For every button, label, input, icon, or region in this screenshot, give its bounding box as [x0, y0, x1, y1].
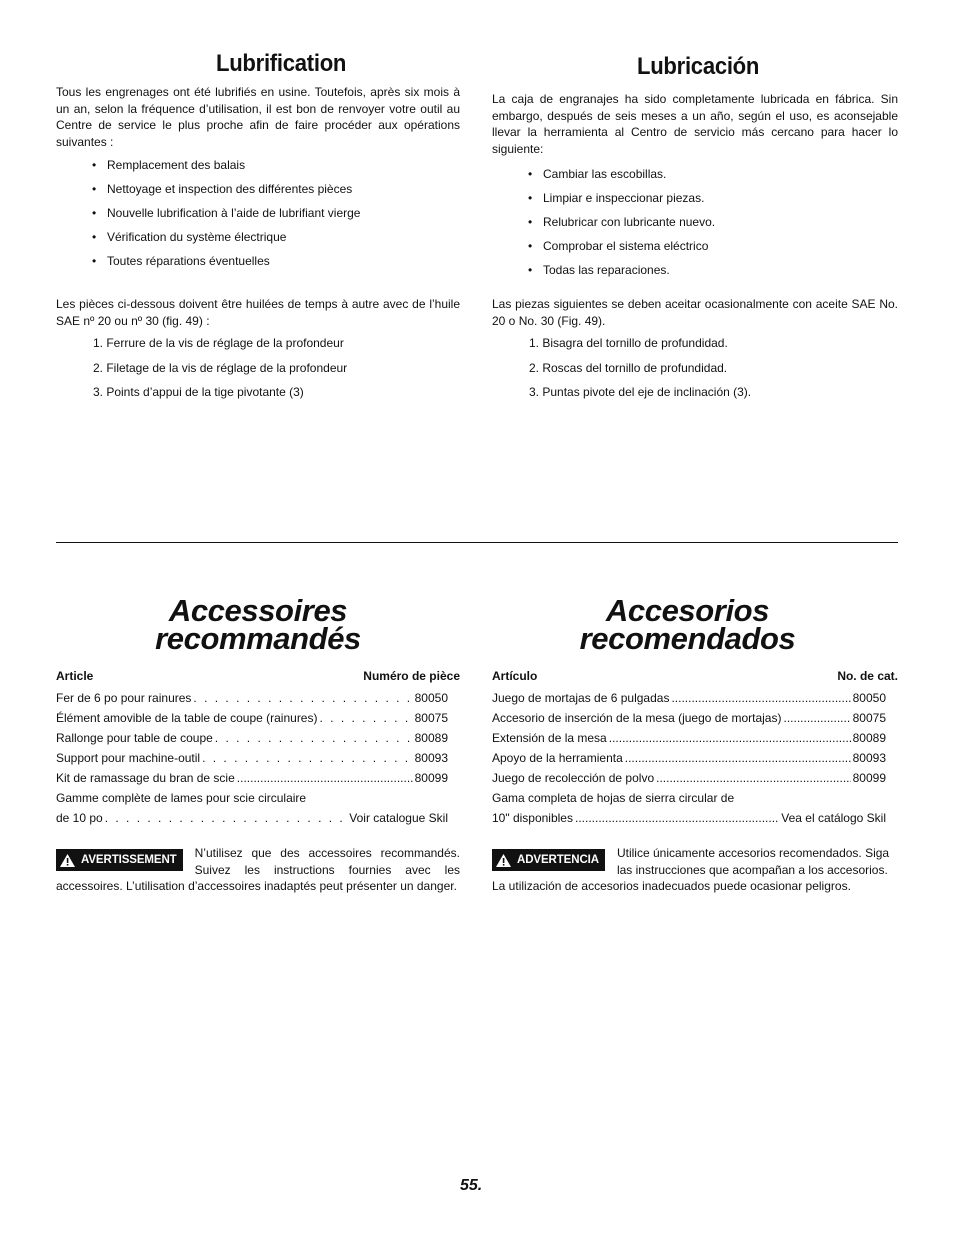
- es-col-cat-number: No. de cat.: [837, 669, 898, 683]
- fr-accessories-title: Accessoires recommandés: [155, 593, 361, 656]
- table-row: Apoyo de la herramienta ..... 80093: [492, 751, 898, 765]
- fr-col-part-number: Numéro de pièce: [363, 669, 460, 683]
- table-row: Juego de recolección de polvo ..... 80099: [492, 771, 898, 785]
- fr-warning-badge: AVERTISSEMENT: [56, 849, 183, 871]
- es-oil-intro: Las piezas siguientes se deben aceitar ocasionalmente con aceite SAE No. 20 o No. 30 (Fig. 49).: [492, 297, 898, 328]
- table-row: Fer de 6 po pour rainures . . . 80050: [56, 691, 460, 705]
- es-accessories-section: [492, 593, 898, 895]
- list-item: • Vérification du système électrique: [92, 230, 287, 244]
- table-row: Élément amovible de la table de coupe (rainures) . . . 80075: [56, 711, 460, 725]
- list-item: 1. Bisagra del tornillo de profundidad.: [529, 336, 728, 350]
- list-item: • Limpiar e inspeccionar piezas.: [528, 191, 705, 205]
- list-item: 3. Points d’appui de la tige pivotante (3): [93, 385, 304, 399]
- table-row: Accesorio de inserción de la mesa (juego de mortajas) ..... 80075: [492, 711, 898, 725]
- es-col-article: Artículo: [492, 669, 538, 683]
- list-item: • Nouvelle lubrification à l’aide de lubrifiant vierge: [92, 206, 361, 220]
- fr-lubrication-section: [56, 50, 460, 410]
- list-item: • Comprobar el sistema eléctrico: [528, 239, 709, 253]
- list-item: • Cambiar las escobillas.: [528, 167, 667, 181]
- list-item: • Todas las reparaciones.: [528, 263, 670, 277]
- fr-warning: [56, 845, 460, 895]
- fr-accessories-section: [56, 593, 460, 895]
- list-item: • Remplacement des balais: [92, 158, 246, 172]
- table-row: de 10 po . . . Voir catalogue Skil: [56, 811, 460, 825]
- fr-col-article: Article: [56, 669, 94, 683]
- list-item: 1. Ferrure de la vis de réglage de la profondeur: [93, 336, 344, 350]
- list-item: 3. Puntas pivote del eje de inclinación (3).: [529, 385, 752, 399]
- list-item: • Nettoyage et inspection des différentes pièces: [92, 182, 353, 196]
- fr-lubrication-title: Lubrification: [216, 50, 347, 77]
- page-number: 55.: [460, 1177, 483, 1194]
- es-lubrication-bullets: [492, 167, 898, 277]
- table-row: Extensión de la mesa ..... 80089: [492, 731, 898, 745]
- es-lubrication-title: Lubricación: [637, 53, 760, 80]
- es-lubrication-section: [492, 53, 898, 410]
- list-item: • Toutes réparations éventuelles: [92, 254, 270, 268]
- list-item: 2. Roscas del tornillo de profundidad.: [529, 360, 728, 375]
- fr-table-header: [56, 669, 460, 683]
- es-lubrication-intro: La caja de engranajes ha sido completamente lubricada en fábrica. Sin embargo, después de seis meses a un año, según el uso, es aconsejable llevar la herramienta al Centro de servicio más cercano para hacer lo siguiente:: [492, 92, 898, 156]
- table-row: Support pour machine-outil . . . 80093: [56, 751, 460, 765]
- es-accessories-table: [492, 669, 898, 825]
- fr-oil-intro: Les pièces ci-dessous doivent être huilées de temps à autre avec de l’huile SAE nº 20 ou nº 30 (fig. 49) :: [56, 297, 460, 328]
- list-item: 2. Filetage de la vis de réglage de la profondeur: [93, 360, 348, 375]
- warning-icon: [60, 854, 75, 867]
- table-row: Gama completa de hojas de sierra circular de: [492, 791, 735, 805]
- es-table-header: [492, 669, 898, 683]
- fr-accessories-table: [56, 669, 460, 825]
- list-item: • Relubricar con lubricante nuevo.: [528, 215, 716, 229]
- fr-lubrication-bullets: [56, 158, 460, 268]
- table-row: Juego de mortajas de 6 pulgadas ..... 80050: [492, 691, 898, 705]
- table-row: Gamme complète de lames pour scie circulaire: [56, 791, 307, 805]
- table-row: Kit de ramassage du bran de scie ..... 80099: [56, 771, 460, 785]
- es-warning-badge: ADVERTENCIA: [492, 849, 605, 871]
- es-warning: [492, 845, 898, 895]
- warning-icon: [496, 854, 511, 867]
- section-divider: [56, 542, 898, 543]
- fr-warning-text: N’utilisez que des accessoires recommandés. Suivez les instructions fournies avec les accessoires. L’utilisation d’accessoires inadaptés peut présenter un danger.: [56, 846, 460, 893]
- fr-oil-parts: [56, 336, 460, 399]
- es-warning-text: Utilice únicamente accesorios recomendados. Siga las instrucciones que acompañan a los accesorios. La utilización de accesorios inadecuados puede ocasionar peligros.: [492, 846, 890, 893]
- es-accessories-title: Accesorios recomendados: [579, 593, 796, 656]
- fr-lubrication-intro: Tous les engrenages ont été lubrifiés en usine. Toutefois, après six mois à un an, selon la fréquence d’utilisation, il est bon de renvoyer votre outil au Centre de service le plus proche afin de faire procéder aux opérations suivantes :: [56, 85, 460, 149]
- table-row: 10" disponibles ..... Vea el catálogo Skil: [492, 811, 898, 825]
- es-oil-parts: [492, 336, 898, 399]
- table-row: Rallonge pour table de coupe . . . 80089: [56, 731, 460, 745]
